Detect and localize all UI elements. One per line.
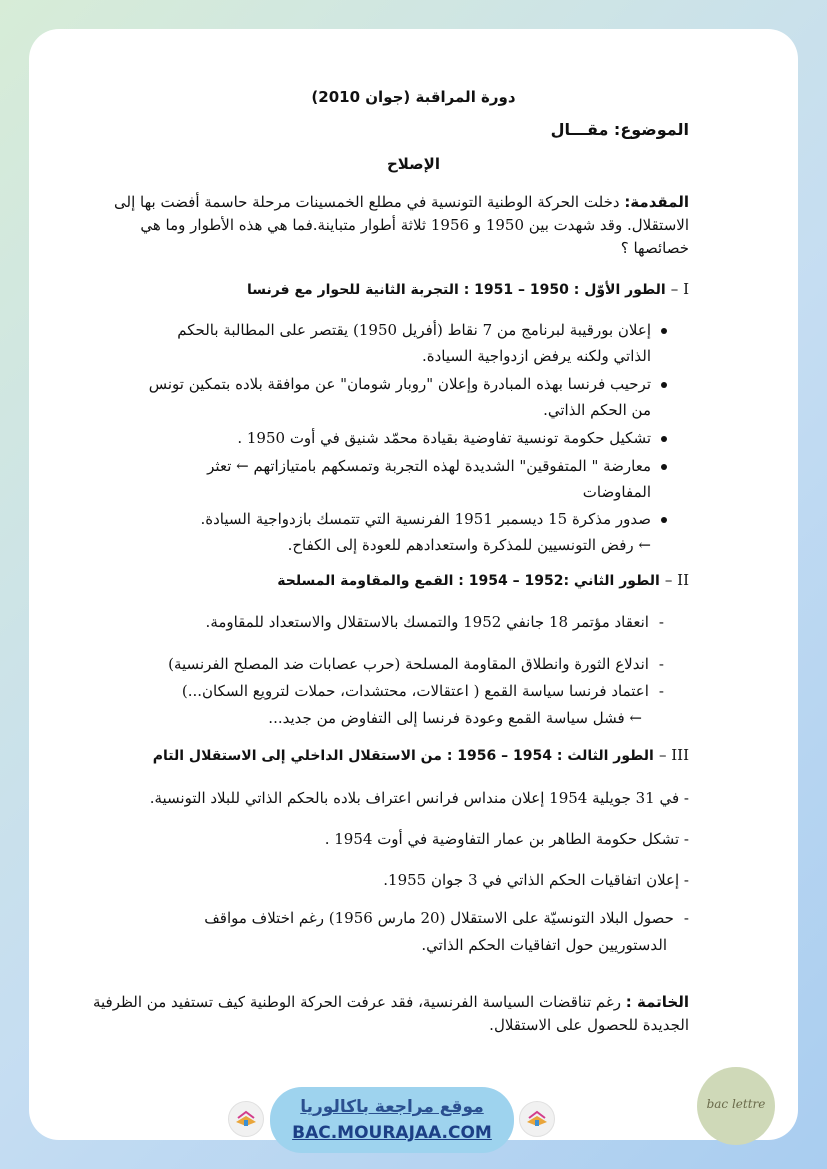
- section-2-result: ← فشل سياسة القمع وعودة فرنسا إلى التفاوض من جديد...: [268, 709, 642, 727]
- dash-icon: -: [658, 682, 664, 700]
- list-item: تشكيل حكومة تونسية تفاوضية بقيادة محمّد شنيق في أوت 1950 .: [237, 424, 667, 452]
- badge-text: bac lettre: [706, 1097, 766, 1111]
- site-logo-icon: [519, 1101, 555, 1137]
- section-1-title: الطور الأوّل : 1950 – 1951 : التجربة الثانية للحوار مع فرنسا: [246, 282, 666, 298]
- list-item: -اعتماد فرنسا سياسة القمع ( اعتقالات، محتشدات، حملات لترويع السكان...): [181, 682, 664, 700]
- list-item: -انعقاد مؤتمر 18 جانفي 1952 والتمسك بالاستقلال والاستعداد للمقاومة.: [205, 613, 664, 631]
- intro-label: المقدمة:: [624, 193, 689, 211]
- bullet-icon: [661, 328, 667, 334]
- intro-line-3: خصائصها ؟: [620, 239, 689, 257]
- dash-icon: -: [658, 613, 664, 631]
- section-3-numeral: III –: [658, 746, 689, 764]
- list-item: إعلان بورقيبة لبرنامج من 7 نقاط (أفريل 1950) يقتصر على المطالبة بالحكم: [177, 316, 667, 344]
- bullet-icon: [661, 382, 667, 388]
- section-3-title: الطور الثالث : 1954 – 1956 : من الاستقلال الداخلي إلى الاستقلال التام: [152, 748, 654, 764]
- list-item-continuation: المفاوضات: [582, 483, 651, 501]
- section-3-heading: [153, 744, 689, 766]
- section-1-numeral: I –: [670, 280, 689, 298]
- list-item-continuation: من الحكم الذاتي.: [543, 401, 651, 419]
- bullet-icon: [661, 517, 667, 523]
- subject-line: الموضوع: مقـــال: [550, 120, 689, 139]
- dash-icon: -: [658, 655, 664, 673]
- list-item: - تشكل حكومة الطاهر بن عمار التفاوضية في أوت 1954 .: [324, 830, 689, 848]
- list-item: ترحيب فرنسا بهذه المبادرة وإعلان "روبار شومان" عن موافقة بلاده بتمكين تونس: [149, 370, 667, 398]
- site-name-arabic[interactable]: موقع مراجعة باكالوريا: [300, 1097, 484, 1117]
- site-logo-icon: [228, 1101, 264, 1137]
- list-item-continuation: الذاتي ولكنه يرفض ازدواجية السيادة.: [421, 347, 651, 365]
- intro-text: دخلت الحركة الوطنية التونسية في مطلع الخمسينات مرحلة حاسمة أفضت بها إلى: [114, 193, 620, 211]
- bullet-icon: [661, 436, 667, 442]
- list-item: - في 31 جويلية 1954 إعلان منداس فرانس اعتراف بلاده بالحكم الذاتي للبلاد التونسية.: [149, 789, 689, 807]
- bullet-icon: [661, 464, 667, 470]
- exam-session: دورة المراقبة (جوان 2010): [311, 88, 516, 106]
- list-item: معارضة " المتفوقين" الشديدة لهذه التجربة وتمسكهم بامتيازاتهم ← تعثر: [207, 452, 667, 480]
- intro-line-1: [114, 191, 689, 213]
- conclusion-label: الخاتمة :: [625, 993, 689, 1011]
- section-1-result: ← رفض التونسيين للمذكرة واستعدادهم للعودة إلى الكفاح.: [287, 536, 651, 554]
- list-item: -اندلاع الثورة وانطلاق المقاومة المسلحة (حرب عصابات ضد المصلح الفرنسية): [168, 655, 664, 673]
- section-2-title: الطور الثاني :1952 – 1954 : القمع والمقاومة المسلحة: [277, 573, 660, 589]
- bac-lettre-badge: [697, 1067, 775, 1145]
- essay-topic: الإصلاح: [386, 155, 440, 173]
- list-item: صدور مذكرة 15 ديسمبر 1951 الفرنسية التي تتمسك بازدواجية السيادة.: [200, 505, 667, 533]
- list-item: -حصول البلاد التونسيّة على الاستقلال (20 مارس 1956) رغم اختلاف مواقف: [204, 909, 689, 927]
- intro-line-2: الاستقلال. وقد شهدت بين 1950 و 1956 ثلاثة أطوار متباينة.فما هي هذه الأطوار وما هي: [140, 216, 689, 234]
- conclusion-line-1: [93, 991, 689, 1013]
- list-item-continuation: الدستوريين حول اتفاقيات الحكم الذاتي.: [421, 936, 667, 954]
- section-2-heading: [277, 569, 689, 591]
- list-item: - إعلان اتفاقيات الحكم الذاتي في 3 جوان 1955.: [383, 871, 689, 889]
- section-1-heading: [247, 278, 689, 300]
- site-link[interactable]: [270, 1087, 514, 1153]
- dash-icon: -: [683, 909, 689, 927]
- conclusion-line-2: الجديدة للحصول على الاستقلال.: [489, 1016, 689, 1034]
- site-url[interactable]: BAC.MOURAJAA.COM: [292, 1123, 492, 1143]
- section-2-numeral: II –: [664, 571, 689, 589]
- conclusion-text: رغم تناقضات السياسة الفرنسية، فقد عرفت الحركة الوطنية كيف تستفيد من الظرفية: [92, 993, 621, 1011]
